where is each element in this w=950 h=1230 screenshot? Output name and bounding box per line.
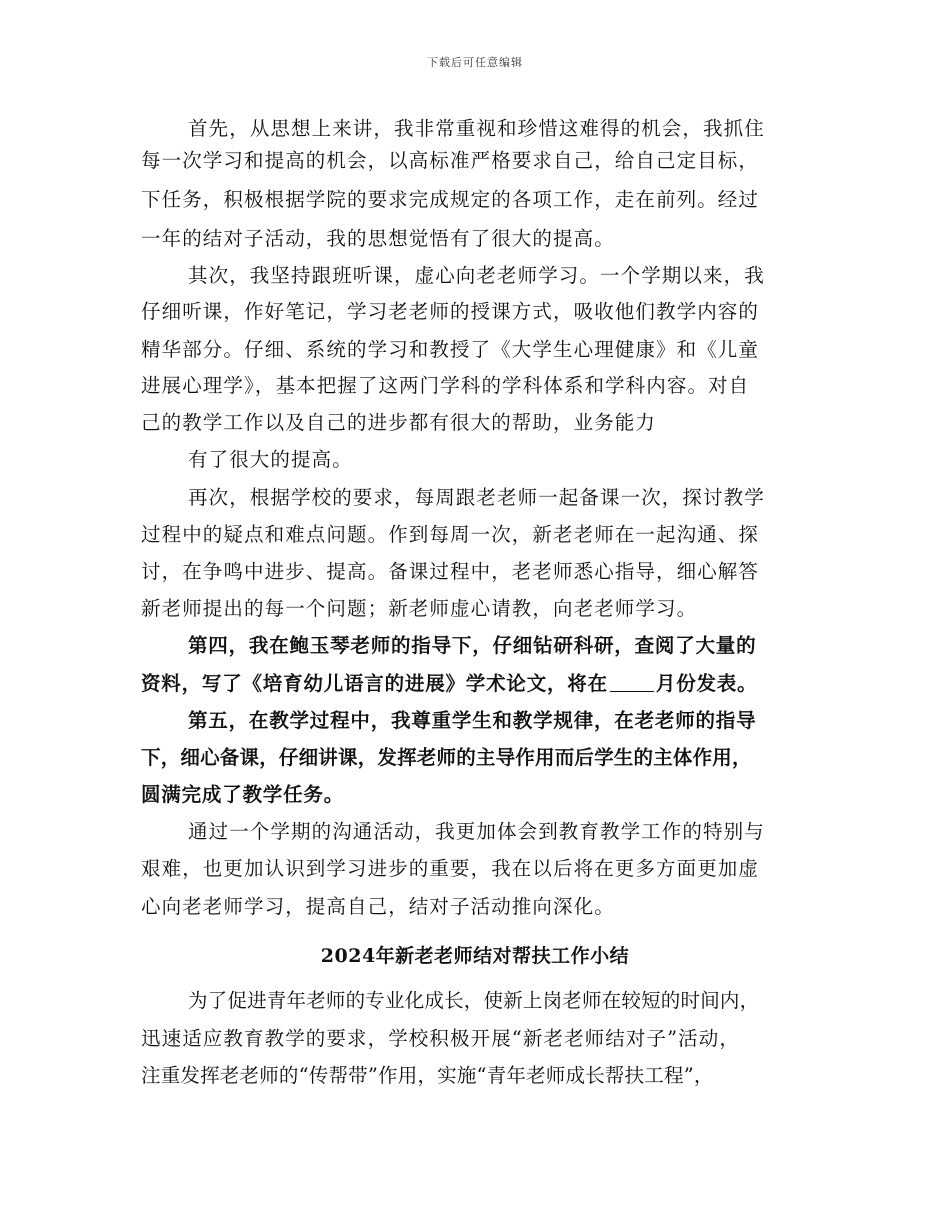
paragraph-line: 注重发挥老老师的“传帮带”作用，实施“青年老师成长帮扶工程”， xyxy=(141,1064,714,1087)
paragraph-line-bold: 下，细心备课，仔细讲课，发挥老师的主导作用而后学生的主体作用， xyxy=(141,746,752,769)
paragraph-line: 首先，从思想上来讲，我非常重视和珍惜这难得的机会，我抓住 xyxy=(188,117,765,140)
paragraph-line-bold: 第四，我在鲍玉琴老师的指导下，仔细钻研科研，查阅了大量的 xyxy=(188,634,757,657)
paragraph-line: 讨，在争鸣中进步、提高。备课过程中，老老师悉心指导，细心解答 xyxy=(141,560,760,583)
paragraph-line: 其次，我坚持跟班听课，虚心向老老师学习。一个学期以来，我 xyxy=(188,264,765,287)
paragraph-line: 通过一个学期的沟通活动，我更加体会到教育教学工作的特别与 xyxy=(188,820,765,843)
paragraph-line: 新老师提出的每一个问题；新老师虚心请教，向老老师学习。 xyxy=(141,597,698,620)
paragraph-line: 己的教学工作以及自己的进步都有很大的帮助，业务能力 xyxy=(141,411,657,434)
page-header: 下载后可任意编辑 xyxy=(427,56,523,69)
fill-in-blank xyxy=(610,672,654,692)
paragraph-line: 为了促进青年老师的专业化成长，使新上岗老师在较短的时间内， xyxy=(188,989,760,1012)
paragraph-line: 心向老老师学习，提高自己，结对子活动推向深化。 xyxy=(141,895,615,918)
paragraph-line: 有了很大的提高。 xyxy=(188,448,353,471)
paragraph-line: 下任务，积极根据学院的要求完成规定的各项工作，走在前列。经过 xyxy=(141,188,760,211)
paragraph-line: 艰难，也更加认识到学习进步的重要，我在以后将在更多方面更加虚 xyxy=(141,857,760,880)
section-title: 2024年新老老师结对帮扶工作小结 xyxy=(320,945,630,967)
paragraph-line: 过程中的疑点和难点问题。作到每周一次，新老老师在一起沟通、探 xyxy=(141,523,760,546)
paragraph-line: 每一次学习和提高的机会，以高标准严格要求自己，给自己定目标， xyxy=(141,149,760,172)
paragraph-line-bold: 圆满完成了教学任务。 xyxy=(141,783,345,806)
text-segment: 资料，写了《培育幼儿语言的进展》学术论文，将在 xyxy=(141,672,608,695)
paragraph-line-bold xyxy=(141,672,841,696)
text-segment: 月份发表。 xyxy=(655,672,758,695)
paragraph-line: 再次，根据学校的要求，每周跟老老师一起备课一次，探讨教学 xyxy=(188,486,765,509)
paragraph-line: 精华部分。仔细、系统的学习和教授了《大学生心理健康》和《儿童 xyxy=(141,338,760,361)
paragraph-line: 进展心理学》，基本把握了这两门学科的学科体系和学科内容。对自 xyxy=(141,374,750,397)
paragraph-line-bold: 第五，在教学过程中，我尊重学生和教学规律，在老老师的指导 xyxy=(188,709,757,732)
paragraph-line: 迅速适应教育教学的要求，学校积极开展“新老老师结对子”活动， xyxy=(141,1027,740,1050)
paragraph-line: 一年的结对子活动，我的思想觉悟有了很大的提高。 xyxy=(141,227,615,250)
paragraph-line: 仔细听课，作好笔记，学习老老师的授课方式，吸收他们教学内容的 xyxy=(141,300,760,323)
